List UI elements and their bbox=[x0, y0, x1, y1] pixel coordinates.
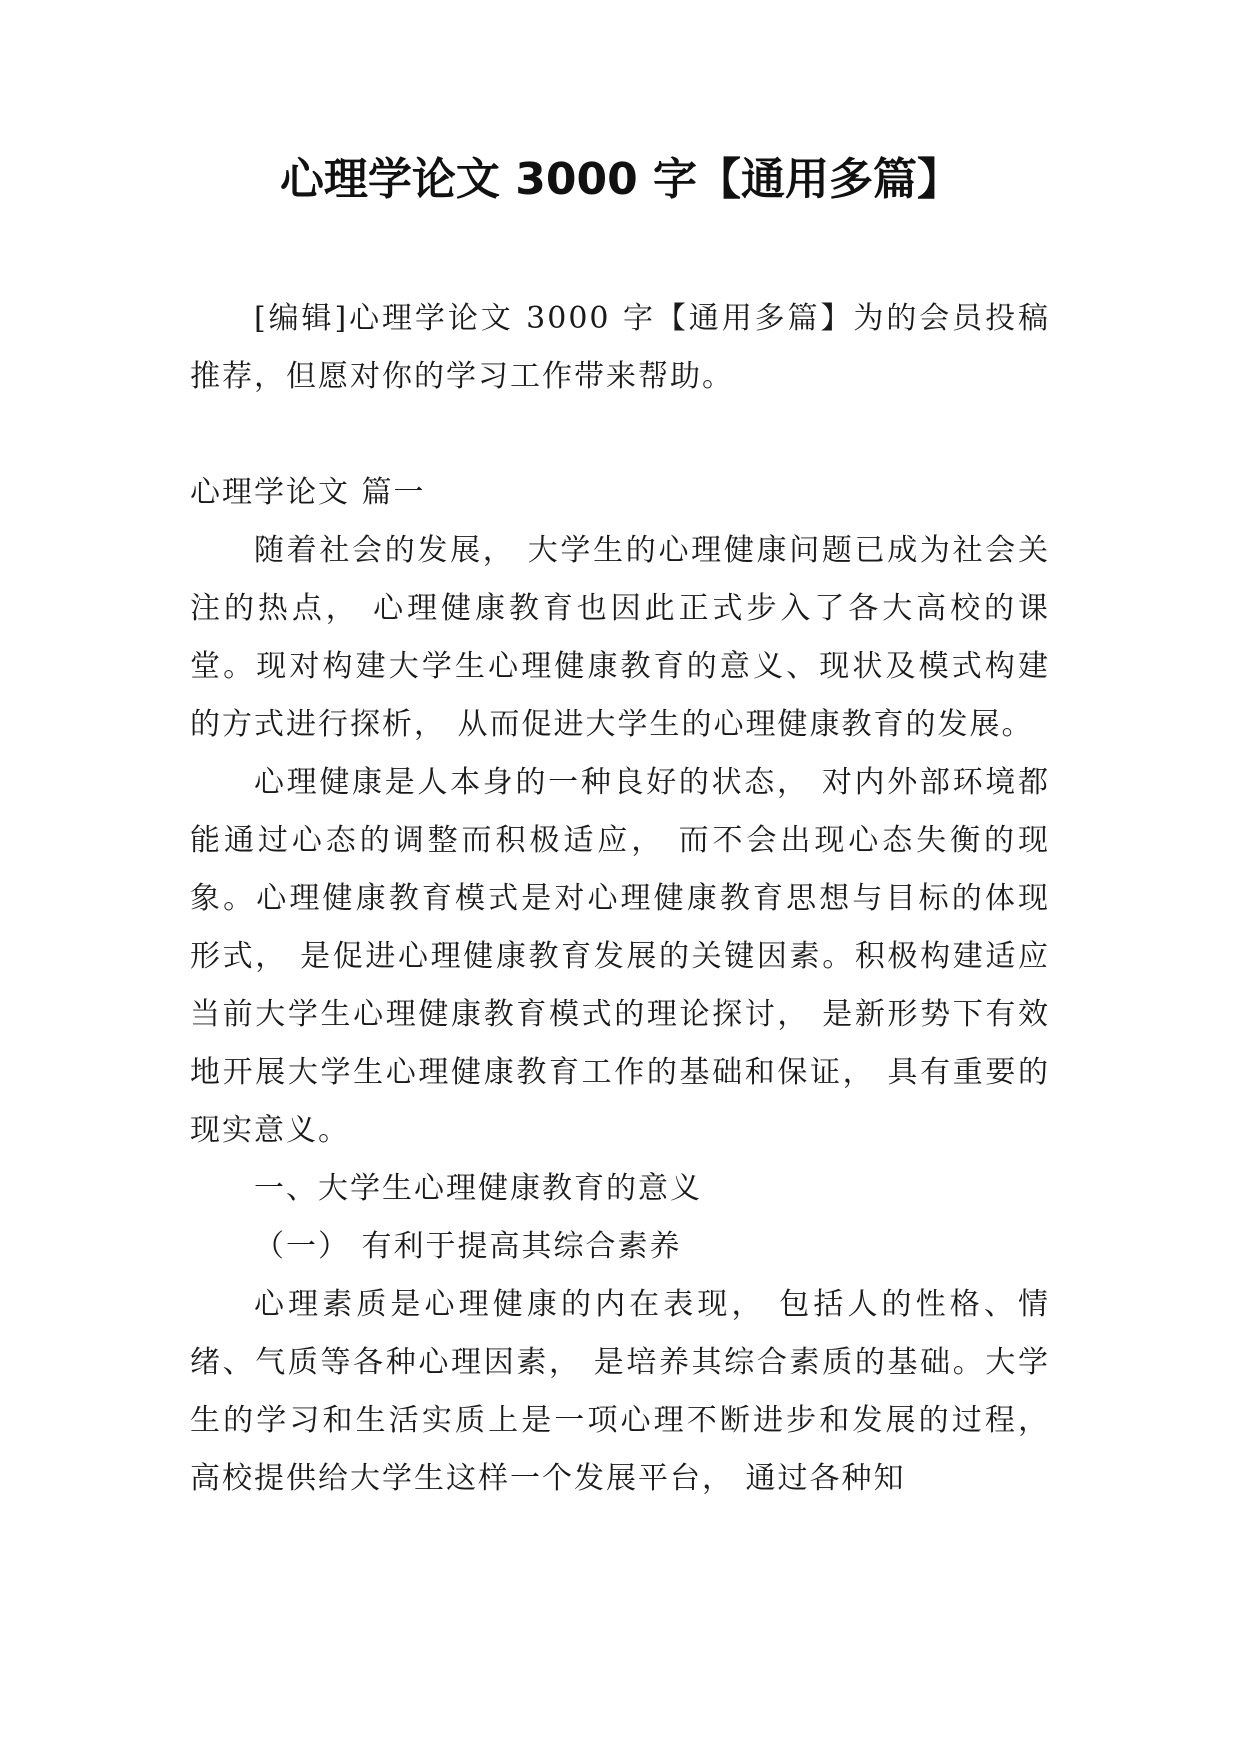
body-paragraph-1: 随着社会的发展， 大学生的心理健康问题已成为社会关注的热点， 心理健康教育也因此正式步入了各大高校的课堂。现对构建大学生心理健康教育的意义、现状及模式构建的方式进行探析， 从而促进大学生的心理健康教育的发展。 bbox=[190, 533, 1050, 742]
section-heading: 心理学论文 篇一 bbox=[190, 475, 426, 510]
subheading-level-2: （一） 有利于提高其综合素养 bbox=[254, 1229, 682, 1264]
body-paragraph-2: 心理健康是人本身的一种良好的状态， 对内外部环境都能通过心态的调整而积极适应， 而不会出现心态失衡的现象。心理健康教育模式是对心理健康教育思想与目标的体现形式， 是促进心理健康教育发展的关键因素。积极构建适应当前大学生心理健康教育模式的理论探讨， 是新形势下有效地开展大学生心理健康教育工作的基础和保证， 具有重要的现实意义。 bbox=[190, 765, 1050, 1148]
document-body bbox=[190, 290, 1050, 1508]
intro-paragraph: [编辑]心理学论文 3000 字【通用多篇】为的会员投稿推荐，但愿对你的学习工作带来帮助。 bbox=[190, 301, 1050, 394]
document-title: 心理学论文 3000 字【通用多篇】 bbox=[279, 154, 962, 205]
body-paragraph-3: 心理素质是心理健康的内在表现， 包括人的性格、情绪、气质等各种心理因素， 是培养其综合素质的基础。大学生的学习和生活实质上是一项心理不断进步和发展的过程， 高校提供给大学生这样一个发展平台， 通过各种知 bbox=[190, 1287, 1050, 1496]
subheading-level-1: 一、大学生心理健康教育的意义 bbox=[254, 1171, 702, 1206]
